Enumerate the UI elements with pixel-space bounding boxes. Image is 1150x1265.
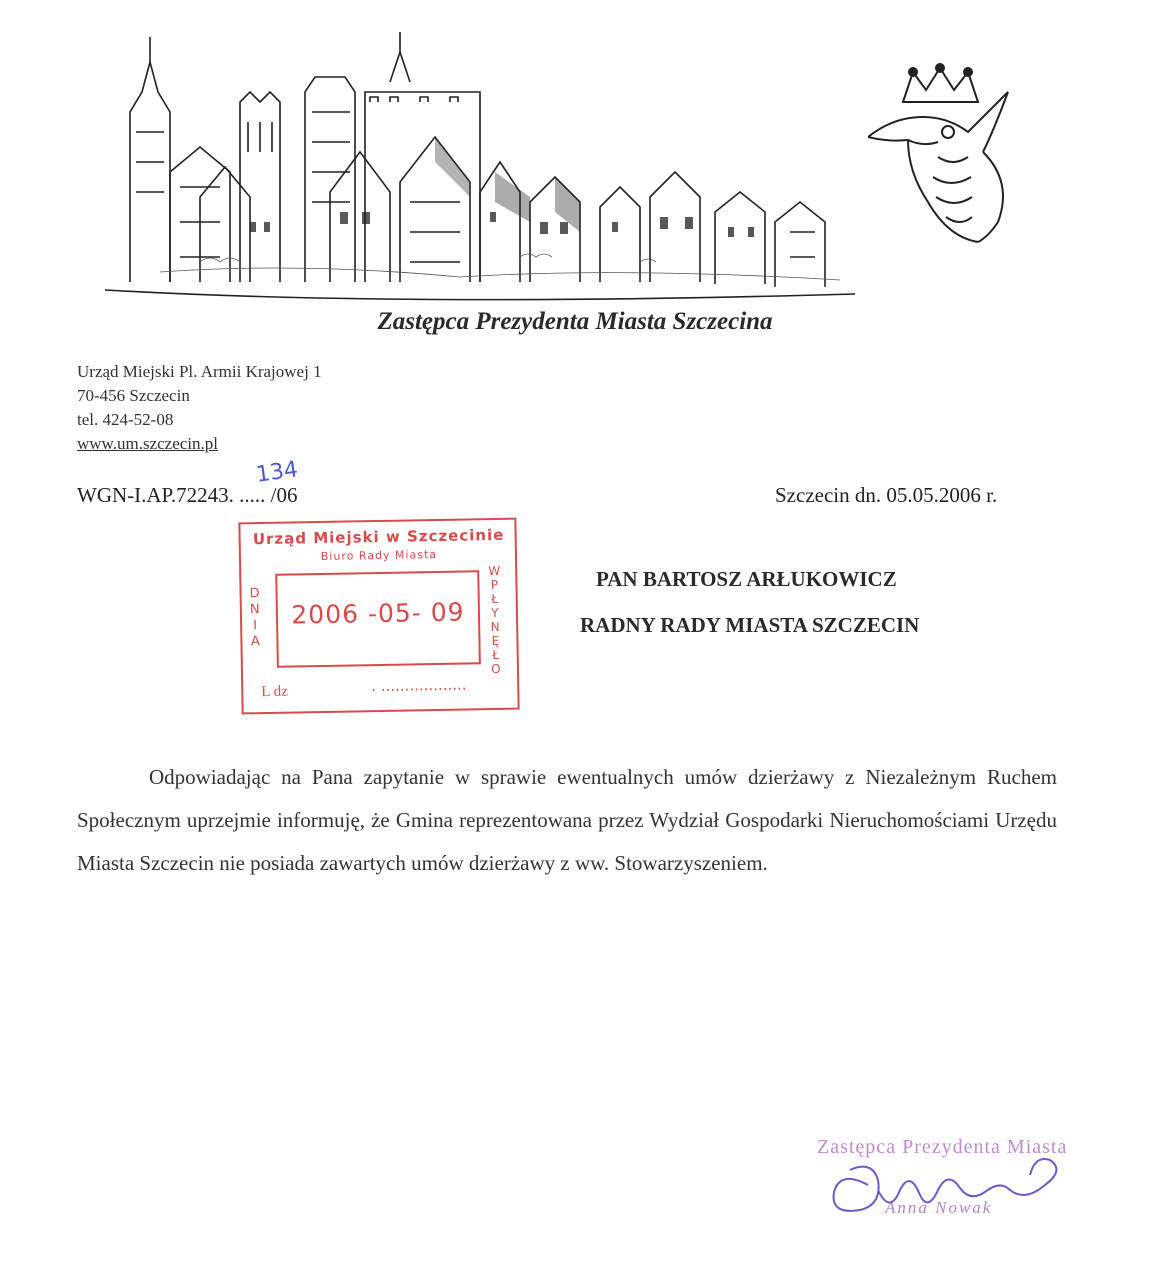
stamp-title: Urząd Miejski w Szczecinie	[252, 525, 505, 549]
addressee-title: RADNY RADY MIASTA SZCZECIN	[580, 613, 920, 637]
signature-stamp-title: Zastępca Prezydenta Miasta	[817, 1136, 1068, 1158]
stamp-ldz-dots: . ..................	[371, 675, 467, 696]
website-link[interactable]: www.um.szczecin.pl	[77, 434, 218, 453]
stamp-ldz-label: L dz	[261, 683, 288, 701]
city-skyline-illustration	[100, 22, 860, 302]
office-title: Zastępca Prezydenta Miasta Szczecina	[377, 308, 773, 335]
addressee-name: PAN BARTOSZ ARŁUKOWICZ	[596, 567, 897, 591]
phone-number: tel. 424-52-08	[77, 410, 174, 429]
letter-date: Szczecin dn. 05.05.2006 r.	[775, 483, 998, 507]
stamp-left-label: D N I A	[249, 586, 261, 650]
letter-body: Odpowiadając na Pana zapytanie w sprawie ewentualnych umów dzierżawy z Niezależnym Ruchem Społecznym uprzejmie informuję, że Gmina reprezentowana przez Wydział Gospodarki Nieruchomościami Urzędu Miasta Szczecin nie posiada zawartych umów dzierżawy z ww. Stowarzyszeniem.	[77, 765, 1057, 875]
stamp-date-box	[275, 570, 481, 668]
address-line: Urząd Miejski Pl. Armii Krajowej 1	[77, 362, 322, 381]
handwritten-reference: 134	[254, 457, 300, 488]
griffin-crest-icon	[868, 62, 1018, 247]
stamp-date: 2006 -05- 09	[291, 597, 465, 630]
received-stamp	[238, 518, 519, 715]
handwritten-signature	[820, 1130, 1080, 1230]
signature-stamp-name: Anna Nowak	[885, 1198, 993, 1217]
stamp-right-label: W P Ł Y N Ę Ł O	[488, 563, 501, 677]
reference-number: WGN-I.AP.72243. ..... /06	[77, 483, 298, 507]
stamp-subtitle: Biuro Rady Miasta	[320, 547, 438, 564]
postal-code-city: 70-456 Szczecin	[77, 386, 190, 405]
